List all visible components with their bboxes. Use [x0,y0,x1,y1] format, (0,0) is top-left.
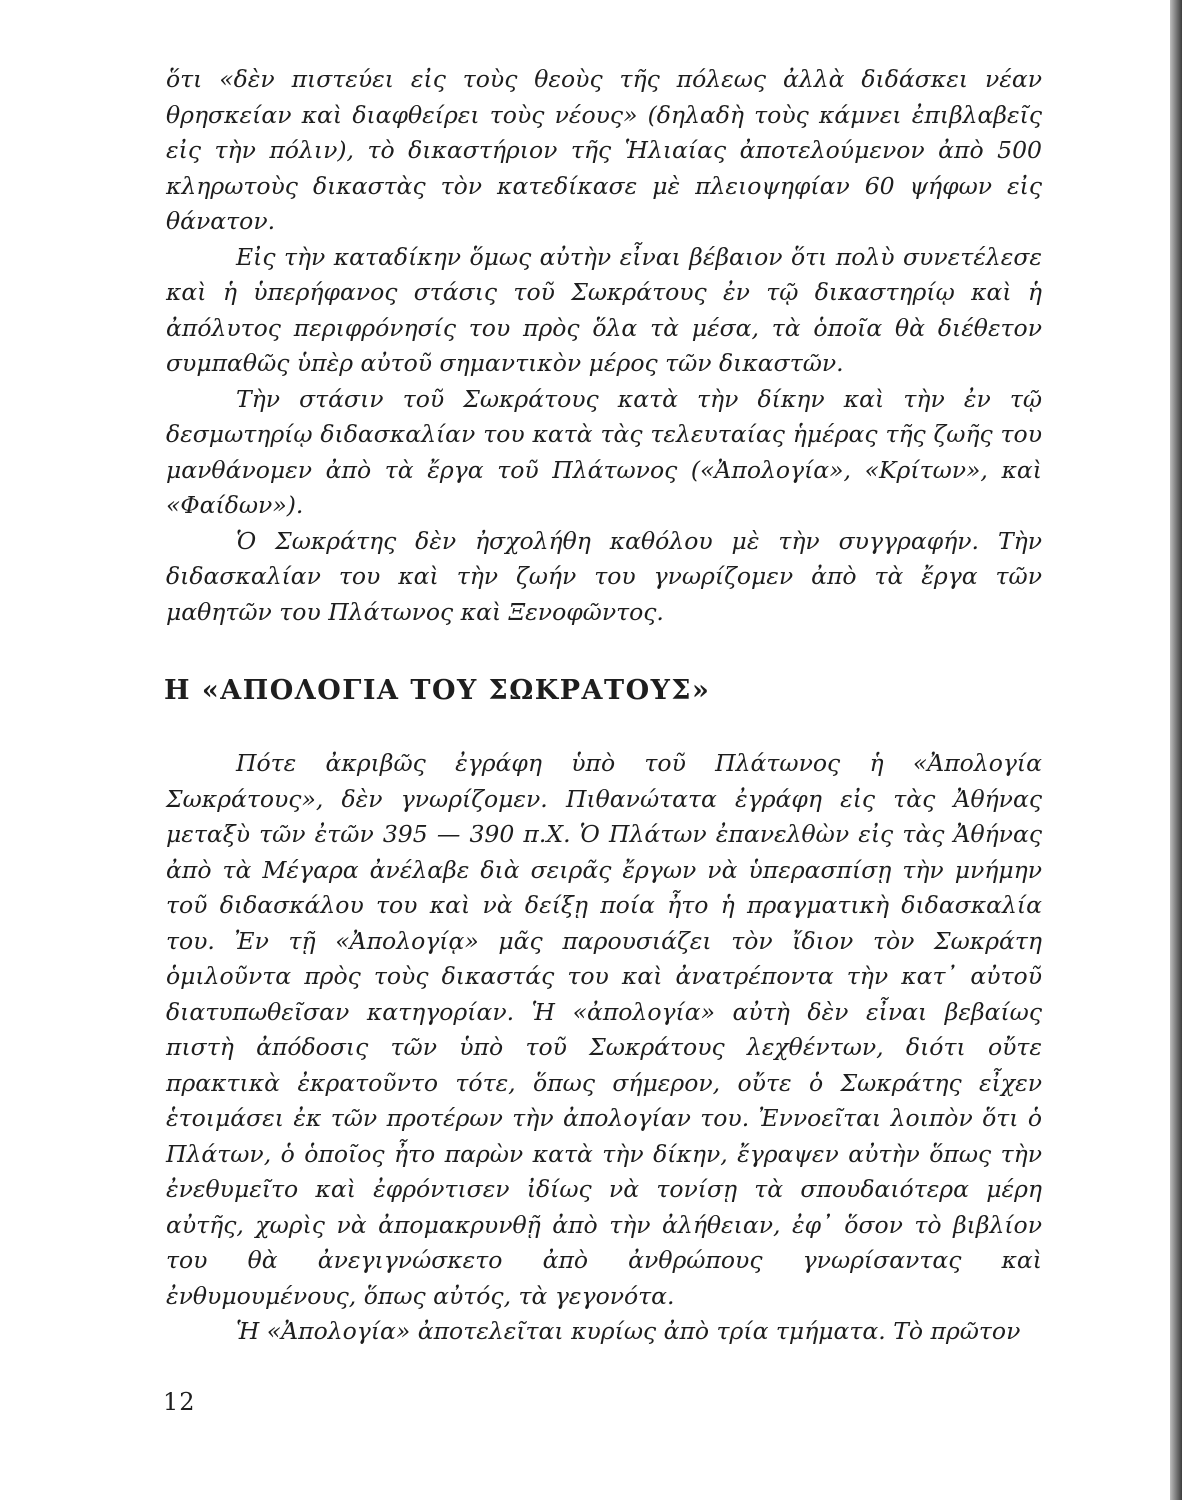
page-body [166,62,1042,1350]
paragraph-1: ὅτι «δὲν πιστεύει εἰς τοὺς θεοὺς τῆς πόλεως ἀλλὰ διδάσκει νέαν θρησκείαν καὶ διαφθείρει τοὺς νέους» (δηλαδὴ τοὺς κάμνει ἐπιβλαβεῖς εἰς τὴν πόλιν), τὸ δικαστήριον τῆς Ἡλιαίας ἀποτελούμενον ἀπὸ 500 κληρωτοὺς δικαστὰς τὸν κατεδίκασε μὲ πλειοψηφίαν 60 ψήφων εἰς θάνατον. [166,65,1042,235]
paragraph-2: Εἰς τὴν καταδίκην ὅμως αὐτὴν εἶναι βέβαιον ὅτι πολὺ συνετέλεσε καὶ ἡ ὑπερήφανος στάσις τοῦ Σωκράτους ἐν τῷ δικαστηρίῳ καὶ ἡ ἀπόλυτος περιφρόνησίς του πρὸς ὅλα τὰ μέσα, τὰ ὁποῖα θὰ διέθετον συμπαθῶς ὑπὲρ αὐτοῦ σημαντικὸν μέρος τῶν δικαστῶν. [166,242,1042,377]
paragraph-6: Ἡ «Ἀπολογία» ἀποτελεῖται κυρίως ἀπὸ τρία τμήματα. Τὸ πρῶτον [236,1317,1021,1345]
paragraph-5: Πότε ἀκριβῶς ἐγράφη ὑπὸ τοῦ Πλάτωνος ἡ «Ἀπολογία Σωκράτους», δὲν γνωρίζομεν. Πιθανώτατα ἐγράφη εἰς τὰς Ἀθήνας μεταξὺ τῶν ἐτῶν 395 — 390 π.Χ. Ὁ Πλάτων ἐπανελθὼν εἰς τὰς Ἀθήνας ἀπὸ τὰ Μέγαρα ἀνέλαβε διὰ σειρᾶς ἔργων νὰ ὑπερασπίσῃ τὴν μνήμην τοῦ διδασκάλου του καὶ νὰ δείξῃ ποία ἦτο ἡ πραγματικὴ διδασκαλία του. Ἐν τῇ «Ἀπολογίᾳ» μᾶς παρουσιάζει τὸν ἴδιον τὸν Σωκράτη ὁμιλοῦντα πρὸς τοὺς δικαστάς του καὶ ἀνατρέποντα τὴν κατ᾽ αὐτοῦ διατυπωθεῖσαν κατηγορίαν. Ἡ «ἀπολογία» αὐτὴ δὲν εἶναι βεβαίως πιστὴ ἀπόδοσις τῶν ὑπὸ τοῦ Σωκράτους λεχθέντων, διότι οὔτε πρακτικὰ ἐκρατοῦντο τότε, ὅπως σήμερον, οὔτε ὁ Σωκράτης εἶχεν ἑτοιμάσει ἐκ τῶν προτέρων τὴν ἀπολογίαν του. Ἐννοεῖται λοιπὸν ὅτι ὁ Πλάτων, ὁ ὁποῖος ἦτο παρὼν κατὰ τὴν δίκην, ἔγραψεν αὐτὴν ὅπως τὴν ἐνεθυμεῖτο καὶ ἐφρόντισεν ἰδίως νὰ τονίσῃ τὰ σπουδαιότερα μέρη αὐτῆς, χωρὶς νὰ ἀπομακρυνθῇ ἀπὸ τὴν ἀλήθειαν, ἐφ᾽ ὅσον τὸ βιβλίον του θὰ ἀνεγιγνώσκετο ἀπὸ ἀνθρώπους γνωρίσαντας καὶ ἐνθυμουμένους, ὅπως αὐτός, τὰ γεγονότα. [166,749,1042,1310]
section-heading: Η «ΑΠΟΛΟΓΙΑ ΤΟΥ ΣΩΚΡΑΤΟΥΣ» [164,675,711,706]
page-edge-shadow [1170,0,1182,1500]
paragraph-3: Τὴν στάσιν τοῦ Σωκράτους κατὰ τὴν δίκην καὶ τὴν ἐν τῷ δεσμωτηρίῳ διδασκαλίαν του κατὰ τὰς τελευταίας ἡμέρας τῆς ζωῆς του μανθάνομεν ἀπὸ τὰ ἔργα τοῦ Πλάτωνος («Ἀπολογία», «Κρίτων», καὶ «Φαίδων»). [166,384,1042,519]
paragraph-4: Ὁ Σωκράτης δὲν ἠσχολήθη καθόλου μὲ τὴν συγγραφήν. Τὴν διδασκαλίαν του καὶ τὴν ζωήν του γνωρίζομεν ἀπὸ τὰ ἔργα τῶν μαθητῶν του Πλάτωνος καὶ Ξενοφῶντος. [166,526,1042,626]
page-number: 12 [163,1388,196,1416]
